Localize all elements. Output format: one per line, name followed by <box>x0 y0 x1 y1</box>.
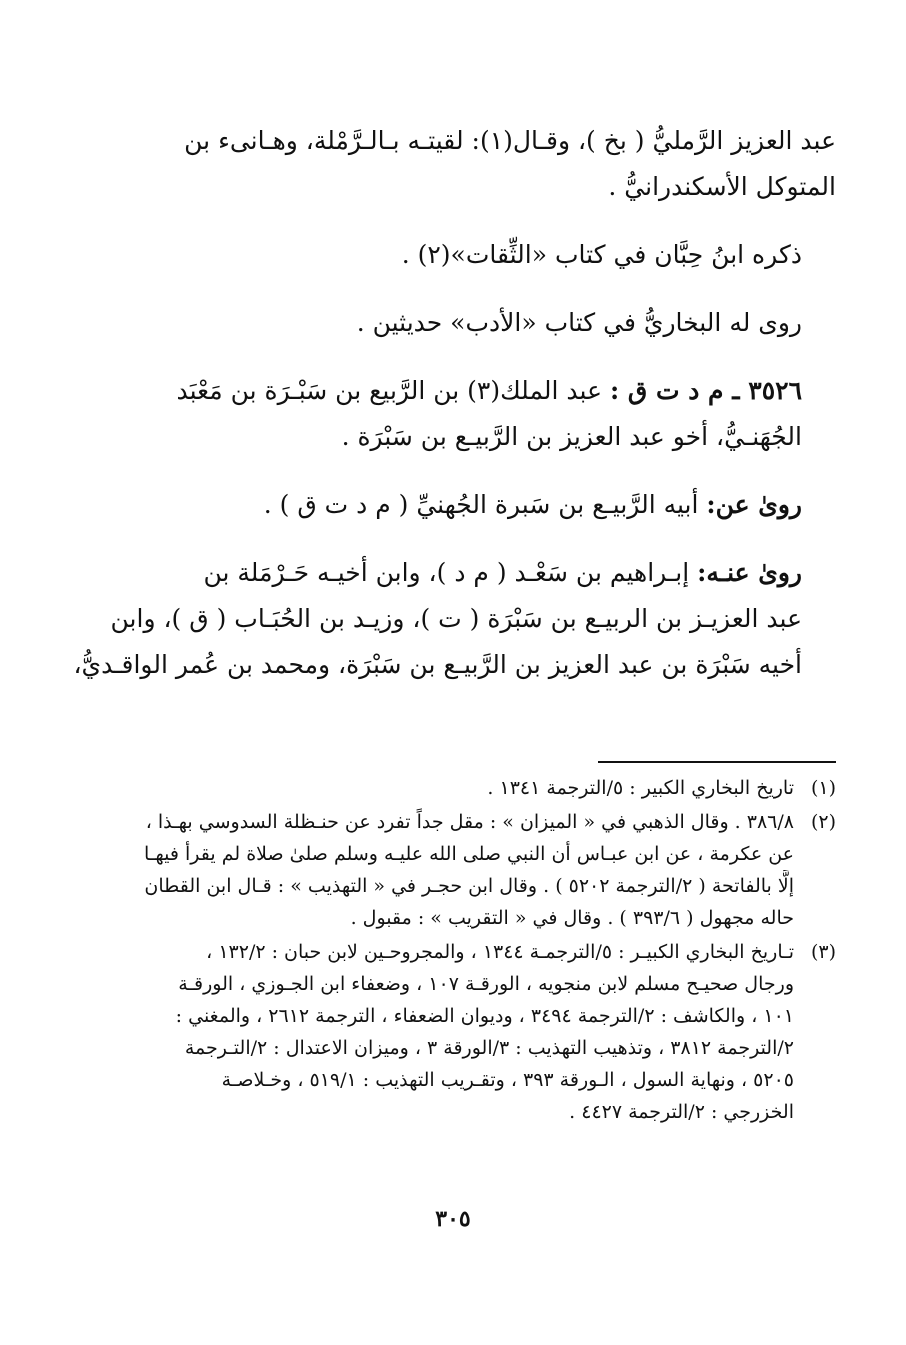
narrated-by-text: إبـراهيم بن سَعْـد ( م د )، وابن أخيـه حَـرْمَلة بن <box>203 558 690 587</box>
text-line: عبد العزيـز بن الربيـع بن سَبْرَة ( ت )، وزيـد بن الحُبَـاب ( ق )، وابن <box>110 604 802 633</box>
footnote-text <box>136 772 794 804</box>
entry-name: عبد الملك(٣) بن الرَّبيع بن سَبْـرَة بن مَعْبَد <box>176 376 602 405</box>
footnote-number: (٣) <box>810 941 836 963</box>
footnote-line: ١٠١ ، والكاشف : ٢/الترجمة ٣٤٩٤ ، وديوان الضعفاء ، الترجمة ٢٦١٢ ، والمغني : <box>175 1005 794 1027</box>
footnote-number: (١) <box>810 777 836 799</box>
paragraph-thiqat <box>136 232 836 278</box>
footnote-line: ٢/الترجمة ٣٨١٢ ، وتذهيب التهذيب : ٣/الورقة ٣ ، وميزان الاعتدال : ٢/التـرجمة <box>184 1037 794 1059</box>
text-line: المتوكل الأسكندرانيُّ . <box>608 172 836 201</box>
footnote-line: ورجال صحيـح مسلم لابن منجويه ، الورقـة ١٠٧ ، وضعفاء ابن الجـوزي ، الورقـة <box>178 973 794 995</box>
footnote-line: الخزرجي : ٢/الترجمة ٤٤٢٧ . <box>569 1101 794 1123</box>
text-line: أخيه سَبْرَة بن عبد العزيز بن الرَّبيـع بن سَبْرَة، ومحمد بن عُمر الواقـديُّ، <box>73 650 802 679</box>
footnote-text <box>136 806 794 934</box>
paragraph-adab <box>136 300 836 346</box>
footnote-line: ٥٢٠٥ ، ونهاية السول ، الـورقة ٣٩٣ ، وتقـريب التهذيب : ٥١٩/١ ، وخـلاصـة <box>221 1069 794 1091</box>
page-number: ٣٠٥ <box>435 1206 471 1232</box>
text-line <box>136 482 836 528</box>
footnote-number: (٢) <box>810 811 836 833</box>
footnote-line: عن عكرمة ، عن ابن عبـاس أن النبي صلى الله عليـه وسلم صلىٰ صلاة لم يقرأ فيهـا <box>144 843 794 865</box>
paragraph-continuation <box>136 118 836 210</box>
footnotes <box>136 772 836 1130</box>
entry-number-codes: ٣٥٢٦ ـ م د ت ق : <box>609 376 802 405</box>
narrated-by-paragraph <box>73 550 836 688</box>
footnote-line: حاله مجهول ( ٣٩٣/٦ ) . وقال في « التقريب » : مقبول . <box>350 907 794 929</box>
footnote-1 <box>136 772 836 804</box>
footnote-2 <box>136 806 836 934</box>
footnote-3 <box>136 936 836 1128</box>
main-text <box>73 118 836 710</box>
biography-entry-heading <box>136 368 836 460</box>
text-line <box>136 368 836 414</box>
narrated-by-label: روىٰ عنـه: <box>697 558 802 587</box>
narrated-from-label: روىٰ عن: <box>706 490 802 519</box>
text-line: ذكره ابنُ حِبَّان في كتاب «الثِّقات»(٢) . <box>401 240 802 269</box>
text-line: عبد العزيز الرَّمليُّ ( بخ )، وقـال(١): لقيتـه بـالـرَّمْلة، وهـانىء بن <box>184 126 836 155</box>
text-line: روى له البخاريُّ في كتاب «الأدب» حديثين . <box>356 308 802 337</box>
footnote-line: تـاريخ البخاري الكبيـر : ٥/الترجمـة ١٣٤٤ ، والمجروحـين لابن حبان : ١٣٢/٢ ، <box>206 941 794 963</box>
narrated-from-paragraph <box>136 482 836 528</box>
footnote-text <box>136 936 794 1128</box>
narrated-from-text: أبيه الرَّبيـع بن سَبرة الجُهنيِّ ( م د ت ق ) . <box>263 490 699 519</box>
footnote-divider <box>598 761 836 763</box>
text-line: الجُهَنـيُّ، أخو عبد العزيز بن الرَّبيـع بن سَبْرَة . <box>341 422 802 451</box>
footnote-line: تاريخ البخاري الكبير : ٥/الترجمة ١٣٤١ . <box>487 777 794 799</box>
footnote-line: ٣٨٦/٨ . وقال الذهبي في « الميزان » : مقل جداً تفرد عن حنـظلة السدوسي بهـذا ، <box>145 811 794 833</box>
footnote-line: إلَّا بالفاتحة ( ٢/الترجمة ٥٢٠٢ ) . وقال ابن حجـر في « التهذيب » : قـال ابن القطان <box>144 875 794 897</box>
text-line <box>136 550 836 596</box>
